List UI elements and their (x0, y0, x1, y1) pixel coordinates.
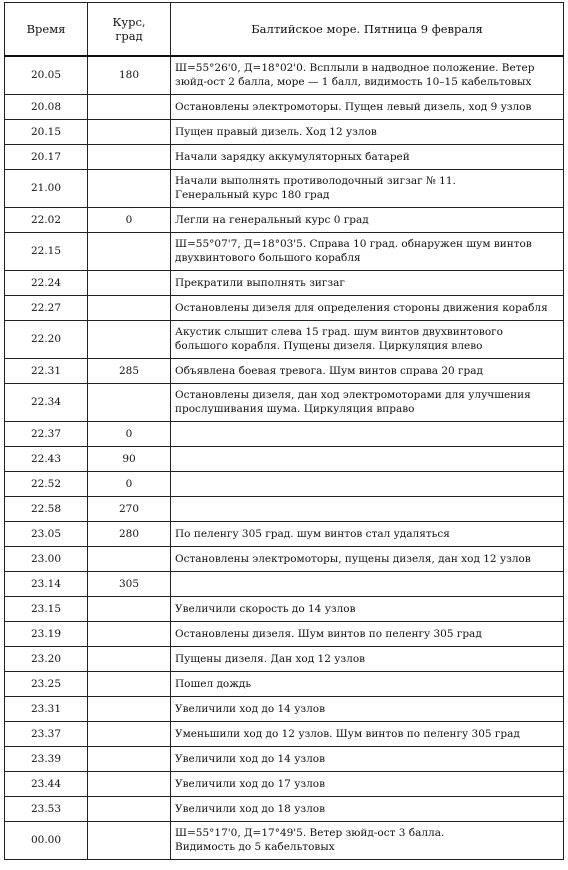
table-row (5, 496, 564, 521)
table-row (5, 796, 564, 821)
cell-time: 00.00 (5, 821, 88, 859)
cell-event (171, 270, 564, 295)
table-row (5, 383, 564, 421)
cell-course (88, 696, 171, 721)
cell-event (171, 383, 564, 421)
cell-course (88, 821, 171, 859)
cell-time: 22.31 (5, 358, 88, 383)
cell-event (171, 496, 564, 521)
cell-time: 23.44 (5, 771, 88, 796)
event-line: По пеленгу 305 град. шум винтов стал удаляться (175, 527, 450, 540)
cell-time: 20.17 (5, 144, 88, 169)
table-row (5, 596, 564, 621)
cell-time: 22.20 (5, 320, 88, 358)
cell-event (171, 746, 564, 771)
cell-event (171, 421, 564, 446)
cell-course (88, 383, 171, 421)
cell-course: 90 (88, 446, 171, 471)
header-course (88, 3, 171, 57)
cell-course (88, 119, 171, 144)
cell-time: 23.05 (5, 521, 88, 546)
cell-course: 0 (88, 207, 171, 232)
event-line: Объявлена боевая тревога. Шум винтов справа 20 град (175, 364, 483, 377)
cell-event (171, 471, 564, 496)
table-row (5, 56, 564, 94)
logbook-table (4, 2, 564, 860)
header-course-line1: Курс, (112, 15, 146, 29)
cell-time: 22.58 (5, 496, 88, 521)
table-row (5, 546, 564, 571)
cell-course (88, 671, 171, 696)
cell-course (88, 295, 171, 320)
event-line: Остановлены электромоторы. Пущен левый дизель, ход 9 узлов (175, 100, 532, 113)
event-line: Пошел дождь (175, 677, 252, 690)
event-line: большого корабля. Пущены дизеля. Циркуляция влево (175, 340, 483, 352)
table-row (5, 94, 564, 119)
event-line: Увеличили ход до 14 узлов (175, 752, 326, 765)
table-row (5, 358, 564, 383)
cell-time: 20.05 (5, 56, 88, 94)
cell-time: 21.00 (5, 169, 88, 207)
cell-course: 270 (88, 496, 171, 521)
table-row (5, 207, 564, 232)
cell-event (171, 521, 564, 546)
cell-time: 23.37 (5, 721, 88, 746)
event-line: Генеральный курс 180 град (175, 189, 330, 201)
table-row (5, 169, 564, 207)
event-line: Ш=55°17'0, Д=17°49'5. Ветер зюйд-ост 3 балла. (175, 827, 445, 839)
event-line: зюйд-ост 2 балла, море — 1 балл, видимость 10–15 кабельтовых (175, 76, 532, 89)
table-row (5, 671, 564, 696)
event-line: Прекратили выполнять зигзаг (175, 276, 345, 289)
cell-event (171, 320, 564, 358)
table-row (5, 320, 564, 358)
cell-time: 23.15 (5, 596, 88, 621)
header-course-line2: град (115, 29, 143, 43)
cell-event (171, 56, 564, 94)
cell-time: 22.34 (5, 383, 88, 421)
cell-course (88, 320, 171, 358)
event-line: Пущены дизеля. Дан ход 12 узлов (175, 652, 366, 665)
event-line: прослушивания шума. Циркуляция вправо (175, 403, 415, 415)
cell-event (171, 144, 564, 169)
event-line: Акустик слышит слева 15 град. шум винтов двухвинтового (175, 326, 503, 338)
table-row (5, 521, 564, 546)
cell-course (88, 796, 171, 821)
table-row (5, 471, 564, 496)
cell-time: 23.31 (5, 696, 88, 721)
cell-event (171, 696, 564, 721)
cell-time: 23.53 (5, 796, 88, 821)
cell-course (88, 169, 171, 207)
event-line: Уменьшили ход до 12 узлов. Шум винтов по пеленгу 305 град (175, 727, 520, 740)
cell-event (171, 169, 564, 207)
event-line: Остановлены дизеля, дан ход электромоторами для улучшения (175, 389, 531, 401)
event-line: Остановлены электромоторы, пущены дизеля, дан ход 12 узлов (175, 552, 531, 565)
cell-event (171, 232, 564, 270)
cell-course: 180 (88, 56, 171, 94)
cell-time: 23.19 (5, 621, 88, 646)
cell-course: 0 (88, 471, 171, 496)
cell-event (171, 796, 564, 821)
table-body (5, 56, 564, 859)
table-header-row (5, 3, 564, 57)
cell-time: 23.00 (5, 546, 88, 571)
cell-course: 305 (88, 571, 171, 596)
event-line: Видимость до 5 кабельтовых (175, 841, 335, 853)
cell-time: 22.27 (5, 295, 88, 320)
event-line: двухвинтового большого корабля (175, 252, 361, 264)
cell-event (171, 546, 564, 571)
event-line: Пущен правый дизель. Ход 12 узлов (175, 125, 377, 138)
cell-event (171, 621, 564, 646)
cell-time: 22.15 (5, 232, 88, 270)
cell-time: 22.02 (5, 207, 88, 232)
cell-event (171, 295, 564, 320)
cell-course (88, 621, 171, 646)
table-row (5, 746, 564, 771)
cell-time: 22.37 (5, 421, 88, 446)
event-line: Остановлены дизеля. Шум винтов по пеленгу 305 град (175, 627, 482, 640)
cell-event (171, 446, 564, 471)
event-line: Увеличили ход до 14 узлов (175, 702, 326, 715)
cell-event (171, 358, 564, 383)
cell-time: 23.25 (5, 671, 88, 696)
cell-time: 20.08 (5, 94, 88, 119)
table-row (5, 771, 564, 796)
cell-course: 280 (88, 521, 171, 546)
cell-event (171, 119, 564, 144)
cell-course (88, 232, 171, 270)
cell-event (171, 646, 564, 671)
table-row (5, 119, 564, 144)
cell-event (171, 721, 564, 746)
cell-course: 285 (88, 358, 171, 383)
table-row (5, 232, 564, 270)
cell-event (171, 771, 564, 796)
table-row (5, 571, 564, 596)
event-line: Остановлены дизеля для определения стороны движения корабля (175, 301, 548, 314)
table-row (5, 721, 564, 746)
cell-time: 20.15 (5, 119, 88, 144)
table-row (5, 270, 564, 295)
cell-event (171, 94, 564, 119)
cell-event (171, 596, 564, 621)
cell-time: 23.39 (5, 746, 88, 771)
cell-course (88, 144, 171, 169)
cell-course (88, 94, 171, 119)
table-row (5, 144, 564, 169)
event-line: Увеличили ход до 17 узлов (175, 777, 326, 790)
cell-event (171, 821, 564, 859)
table-row (5, 295, 564, 320)
event-line: Легли на генеральный курс 0 град (175, 213, 369, 226)
cell-time: 22.52 (5, 471, 88, 496)
event-line: Ш=55°26'0, Д=18°02'0. Всплыли в надводное положение. Ветер (175, 62, 535, 75)
event-line: Увеличили ход до 18 узлов (175, 802, 326, 815)
cell-course (88, 721, 171, 746)
event-line: Увеличили скорость до 14 узлов (175, 602, 356, 615)
header-event: Балтийское море. Пятница 9 февраля (171, 3, 564, 57)
cell-time: 22.24 (5, 270, 88, 295)
table-row (5, 446, 564, 471)
cell-time: 23.14 (5, 571, 88, 596)
table-row (5, 621, 564, 646)
event-line: Начали зарядку аккумуляторных батарей (175, 150, 410, 163)
cell-course (88, 596, 171, 621)
table-row (5, 696, 564, 721)
cell-event (171, 671, 564, 696)
header-time: Время (5, 3, 88, 57)
event-line: Начали выполнять противолодочный зигзаг № 11. (175, 175, 456, 187)
cell-event (171, 207, 564, 232)
cell-time: 23.20 (5, 646, 88, 671)
cell-course (88, 646, 171, 671)
cell-course (88, 546, 171, 571)
cell-event (171, 571, 564, 596)
cell-course (88, 746, 171, 771)
event-line: Ш=55°07'7, Д=18°03'5. Справа 10 град. обнаружен шум винтов (175, 238, 532, 250)
cell-course: 0 (88, 421, 171, 446)
table-row (5, 646, 564, 671)
table-row (5, 421, 564, 446)
cell-time: 22.43 (5, 446, 88, 471)
cell-course (88, 270, 171, 295)
table-row (5, 821, 564, 859)
cell-course (88, 771, 171, 796)
